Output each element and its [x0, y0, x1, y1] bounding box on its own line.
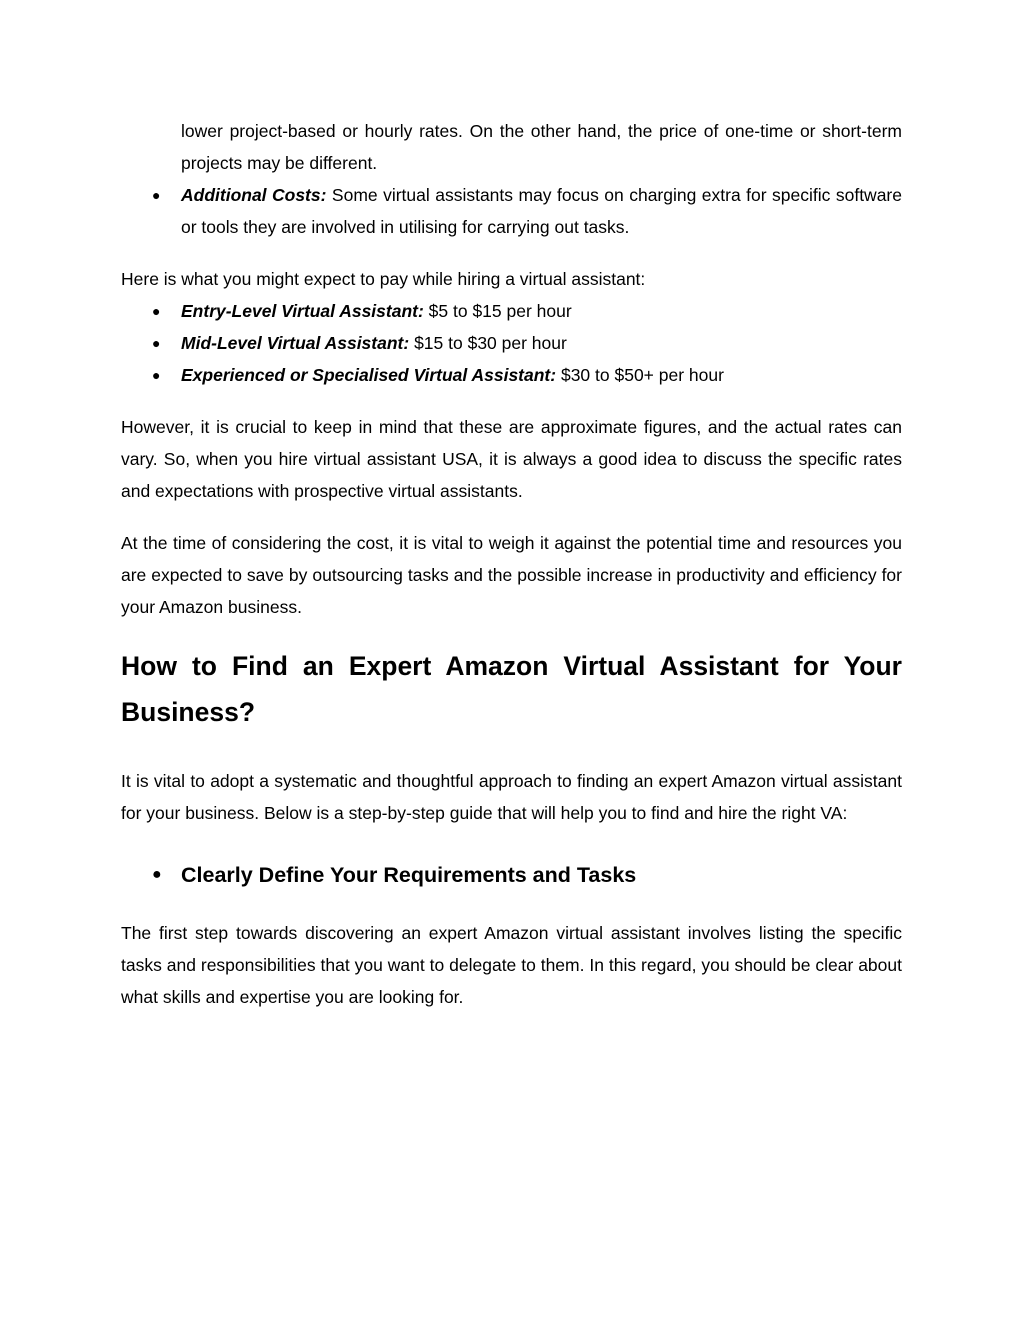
list-item	[121, 295, 902, 327]
pricing-list	[121, 295, 902, 391]
document-content	[121, 115, 902, 1013]
list-item	[121, 359, 902, 391]
subsection-paragraph: The first step towards discovering an expert Amazon virtual assistant involves listing the specific tasks and responsibilities that you want to delegate to them. In this regard, you should be clear about what skills and expertise you are looking for.	[121, 923, 902, 1007]
subsection-heading	[121, 859, 902, 891]
item-text: $15 to $30 per hour	[409, 333, 567, 353]
item-lead: Mid-Level Virtual Assistant:	[181, 333, 410, 353]
bullet-icon: ●	[152, 303, 161, 319]
subsection-heading-text: Clearly Define Your Requirements and Tasks	[181, 863, 637, 887]
section-heading: How to Find an Expert Amazon Virtual Assistant for Your Business?	[121, 651, 902, 727]
cost-paragraph: At the time of considering the cost, it is vital to weigh it against the potential time and resources you are expected to save by outsourcing tasks and the possible increase in productivity and efficiency for your Amazon business.	[121, 533, 902, 617]
item-text: $30 to $50+ per hour	[556, 365, 724, 385]
item-lead: Experienced or Specialised Virtual Assistant:	[181, 365, 557, 385]
however-paragraph: However, it is crucial to keep in mind that these are approximate figures, and the actual rates can vary. So, when you hire virtual assistant USA, it is always a good idea to discuss the specific rates and expectations with prospective virtual assistants.	[121, 417, 902, 501]
item-lead: Additional Costs:	[181, 185, 327, 205]
item-text: Some virtual assistants may focus on charging extra for specific software or tools they are involved in utilising for carrying out tasks.	[181, 185, 902, 237]
pricing-intro: Here is what you might expect to pay while hiring a virtual assistant:	[121, 269, 646, 289]
additional-costs-list	[121, 179, 902, 243]
item-text: $5 to $15 per hour	[423, 301, 572, 321]
bullet-icon: ●	[152, 866, 162, 883]
continuation-paragraph: lower project-based or hourly rates. On the other hand, the price of one-time or short-term projects may be different.	[181, 121, 902, 173]
bullet-icon: ●	[152, 335, 161, 351]
list-item	[121, 327, 902, 359]
list-item	[121, 179, 902, 243]
bullet-icon: ●	[152, 187, 161, 203]
item-lead: Entry-Level Virtual Assistant:	[181, 301, 424, 321]
section-intro-paragraph: It is vital to adopt a systematic and thoughtful approach to finding an expert Amazon virtual assistant for your business. Below is a step-by-step guide that will help you to find and hire the right VA:	[121, 771, 902, 823]
bullet-icon: ●	[152, 367, 161, 383]
